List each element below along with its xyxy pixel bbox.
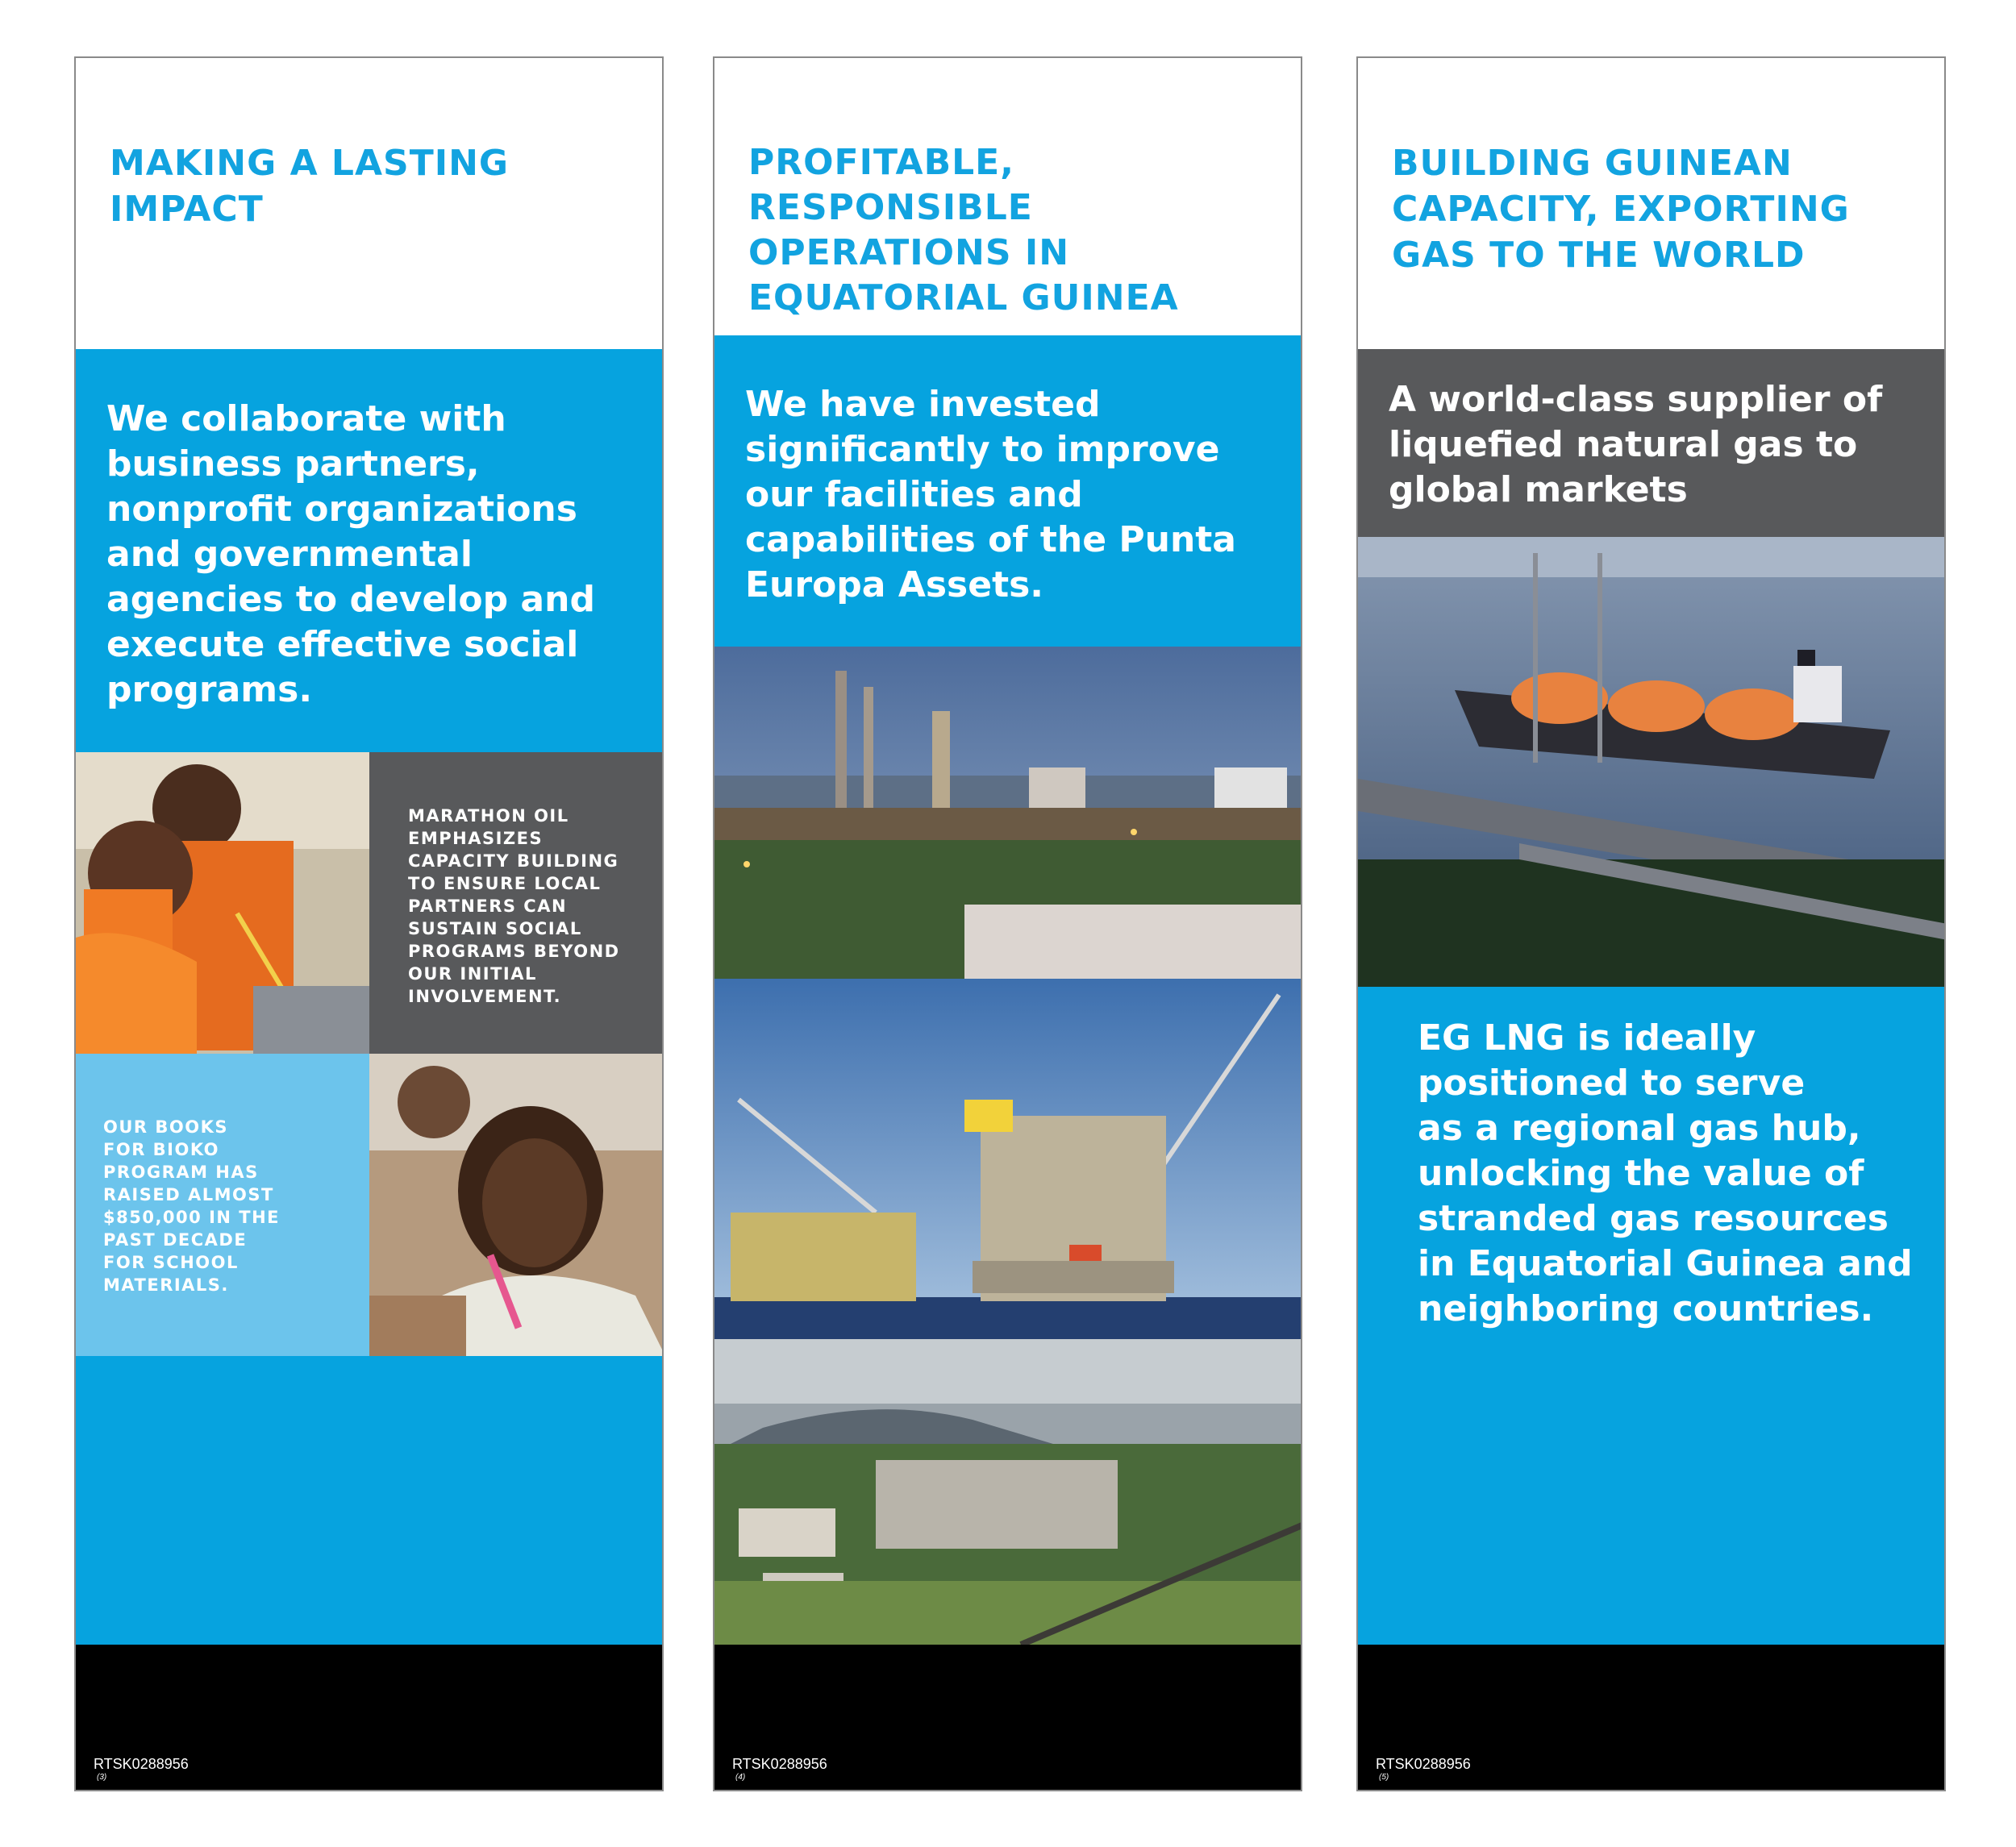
lead-line: significantly to improve: [745, 429, 1220, 470]
lead-paragraph: [106, 397, 595, 713]
page-number: (3): [97, 1773, 107, 1782]
lead-line: our facilities and: [745, 474, 1083, 515]
lead-line: We collaborate with: [106, 398, 506, 439]
title-line: BUILDING GUINEAN: [1392, 143, 1793, 184]
callout-line: INVOLVEMENT.: [408, 987, 562, 1006]
aerial-gas-plant-photo: [714, 1339, 1302, 1645]
body-line: neighboring countries.: [1418, 1288, 1874, 1329]
body-paragraph: [1418, 1016, 1913, 1332]
lead-line: and governmental: [106, 534, 473, 575]
title-line: EQUATORIAL GUINEA: [748, 277, 1179, 318]
body-line: unlocking the value of: [1418, 1153, 1864, 1194]
body-line: positioned to serve: [1418, 1063, 1806, 1104]
callout-line: PROGRAMS BEYOND: [408, 942, 620, 961]
title-line: IMPACT: [110, 189, 264, 230]
lead-line: execute effective social: [106, 624, 579, 665]
callout-line: MARATHON OIL: [408, 806, 569, 826]
schoolgirl-photo: [369, 1054, 664, 1356]
title-line: OPERATIONS IN: [748, 232, 1070, 273]
callout-line: PAST DECADE: [103, 1230, 248, 1250]
document-code: RTSK0288956: [94, 1756, 189, 1772]
lead-paragraph: [745, 382, 1236, 608]
document-code: RTSK0288956: [732, 1756, 827, 1772]
title-line: GAS TO THE WORLD: [1392, 235, 1806, 276]
callout-line: OUR INITIAL: [408, 964, 537, 984]
callout-line: FOR BIOKO: [103, 1140, 220, 1159]
lng-tanker-photo: [1358, 537, 1946, 987]
body-line: in Equatorial Guinea and: [1418, 1243, 1913, 1284]
lead-line: nonprofit organizations: [106, 489, 577, 530]
banner-making-lasting-impact: [74, 56, 664, 1791]
callout-line: CAPACITY BUILDING: [408, 851, 619, 871]
callout-line: RAISED ALMOST: [103, 1185, 274, 1204]
banner-title: [110, 140, 509, 232]
callout-line: TO ENSURE LOCAL: [408, 874, 602, 893]
refinery-dusk-photo: [714, 647, 1302, 979]
banner-building-guinean-capacity: [1356, 56, 1946, 1791]
banner-title: [1392, 140, 1850, 278]
lead-line: agencies to develop and: [106, 579, 595, 620]
callout-line: $850,000 IN THE: [103, 1208, 281, 1227]
title-line: PROFITABLE,: [748, 142, 1014, 183]
document-code: RTSK0288956: [1376, 1756, 1471, 1772]
body-line: stranded gas resources: [1418, 1198, 1889, 1239]
lead-line: business partners,: [106, 443, 480, 485]
banner-title: [748, 140, 1179, 321]
callout-line: OUR BOOKS: [103, 1117, 228, 1137]
subhead-line: A world-class supplier of: [1389, 379, 1883, 420]
page-number: (5): [1379, 1773, 1389, 1782]
lead-line: programs.: [106, 669, 313, 710]
lead-line: capabilities of the Punta: [745, 519, 1236, 560]
title-line: CAPACITY, EXPORTING: [1392, 189, 1850, 230]
lead-line: We have invested: [745, 384, 1101, 425]
banner-profitable-operations: [713, 56, 1302, 1791]
title-line: RESPONSIBLE: [748, 187, 1033, 228]
callout-line: MATERIALS.: [103, 1275, 229, 1295]
title-line: MAKING A LASTING: [110, 143, 510, 184]
body-line: as a regional gas hub,: [1418, 1108, 1861, 1149]
subhead-text: [1389, 377, 1882, 513]
subhead-line: liquefied natural gas to: [1389, 424, 1858, 465]
callout-line: EMPHASIZES: [408, 829, 544, 848]
lead-line: Europa Assets.: [745, 564, 1044, 605]
body-line: EG LNG is ideally: [1418, 1017, 1756, 1059]
callout-line: PARTNERS CAN: [408, 896, 568, 916]
page-number: (4): [735, 1773, 746, 1782]
books-callout-text: [103, 1116, 280, 1296]
subhead-line: global markets: [1389, 469, 1688, 510]
callout-line: PROGRAM HAS: [103, 1163, 259, 1182]
callout-line: SUSTAIN SOCIAL: [408, 919, 582, 938]
offshore-platform-photo: [714, 979, 1302, 1339]
capacity-callout-text: [408, 805, 620, 1008]
callout-line: FOR SCHOOL: [103, 1253, 239, 1272]
workers-photo: [76, 752, 369, 1054]
